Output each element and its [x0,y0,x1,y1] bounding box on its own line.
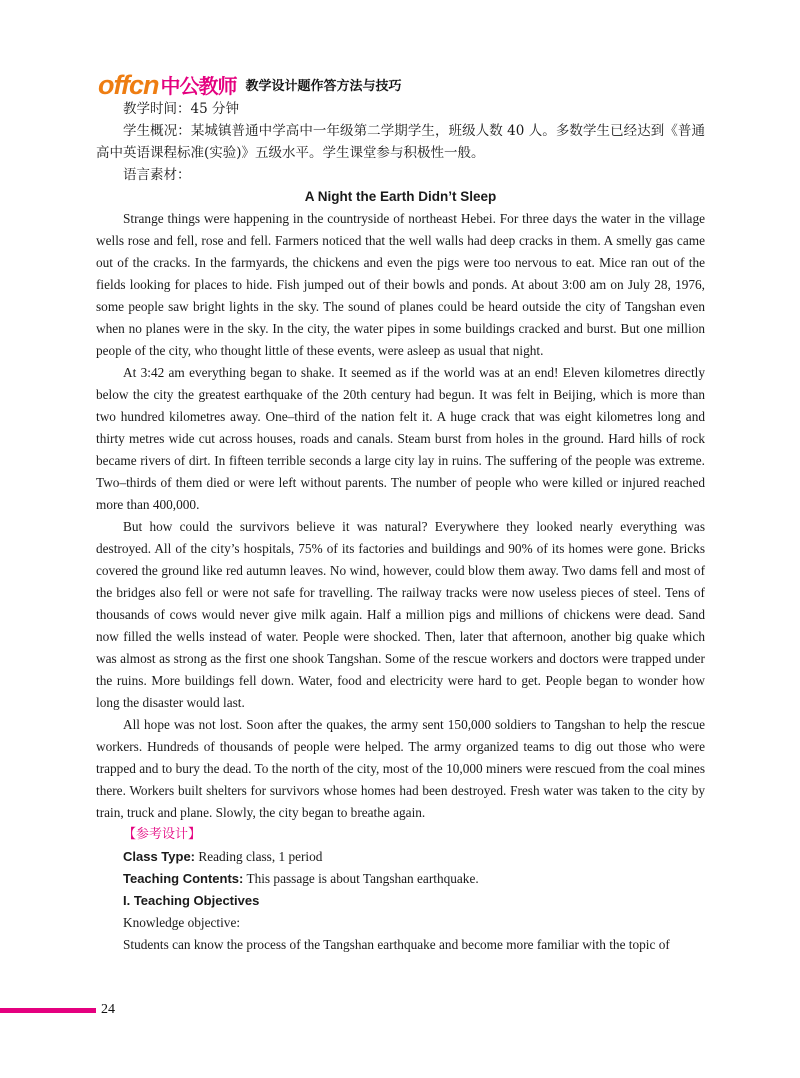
class-type-label: Class Type: [123,849,196,864]
teaching-contents-label: Teaching Contents: [123,871,244,886]
header-title: 教学设计题作答方法与技巧 [245,79,402,94]
page-header [98,68,402,98]
knowledge-objective-label: Knowledge objective: [123,915,241,930]
page-number: 24 [101,1002,115,1017]
offcn-logo [98,72,237,98]
article-paragraph: But how could the survivors believe it was natural? Everywhere they looked nearly everything was destroyed. All of the city’s hospitals, 75% of its factories and buildings and 90% of its homes were gone. Bricks covered the ground like red autumn leaves. No wind, however, could blow them away. Two dams fell and most of the bridges also fell or were not safe for travelling. The railway tracks were now useless pieces of steel. Tens of thousands of cows would never give milk again. Half a million pigs and millions of chickens were dead. Sand now filled the wells instead of water. People were shocked. Then, later that afternoon, another big quake which was almost as strong as the first one shook Tangshan. Some of the rescue workers and doctors were trapped under the ruins. More buildings fell down. Water, food and electricity were hard to get. People began to wonder how long the disaster would last. [96,519,705,710]
teaching-contents-value: This passage is about Tangshan earthquake. [246,871,479,886]
article-title: A Night the Earth Didn’t Sleep [304,189,497,204]
objectives-heading: I. Teaching Objectives [123,893,260,908]
class-type-line [123,846,705,868]
reference-design-tag: 【参考设计】 [123,827,202,842]
logo-brand-text: offcn [98,70,159,100]
page-content [96,98,705,956]
logo-cn-text: 中公教师 [160,74,237,98]
article-paragraph: At 3:42 am everything began to shake. It seemed as if the world was at an end! Eleven kilometres directly below the city the greatest earthquake of the 20th century had begun. It was felt in Beijing, which is more than two hundred kilometres away. One–third of the nation felt it. A huge crack that was eight kilometres long and thirty metres wide cut across houses, roads and canals. Steam burst from holes in the ground. Hard hills of rock became rivers of dirt. In fifteen terrible seconds a large city lay in ruins. The suffering of the people was extreme. Two–thirds of them died or were left without parents. The number of people who were killed or injured reached more than 400,000. [96,365,705,512]
article-paragraph: All hope was not lost. Soon after the quakes, the army sent 150,000 soldiers to Tangshan to help the rescue workers. Hundreds of thousands of people were helped. The army organized teams to dig out those who were trapped and to bury the dead. To the north of the city, most of the 10,000 miners were rescued from the coal mines there. Workers built shelters for survivors whose homes had been destroyed. Fresh water was taken to the city by train, truck and plane. Slowly, the city began to breathe again. [96,717,705,820]
teaching-contents-line [123,868,705,890]
knowledge-objective-text: Students can know the process of the Tangshan earthquake and become more familiar with the topic of [123,937,670,952]
student-overview: 学生概况：某城镇普通中学高中一年级第二学期学生，班级人数 40 人。多数学生已经达到《普通高中英语课程标准(实验)》五级水平。学生课堂参与积极性一般。 [96,123,705,161]
article-paragraph: Strange things were happening in the countryside of northeast Hebei. For three days the water in the village wells rose and fell, rose and fell. Farmers noticed that the well walls had deep cracks in them. A smelly gas came out of the cracks. In the farmyards, the chickens and even the pigs were too nervous to eat. Mice ran out of the fields looking for places to hide. Fish jumped out of their bowls and ponds. At about 3:00 am on July 28, 1976, some people saw bright lights in the sky. The sound of planes could be heard outside the city of Tangshan even when no planes were in the sky. In the city, the water pipes in some buildings cracked and burst. But one million people of the city, who thought little of these events, were asleep as usual that night. [96,211,705,358]
material-label: 语言素材： [123,167,191,183]
class-type-value: Reading class, 1 period [198,849,323,864]
footer-accent-bar [0,1008,96,1013]
teaching-time: 教学时间：45 分钟 [123,101,239,117]
